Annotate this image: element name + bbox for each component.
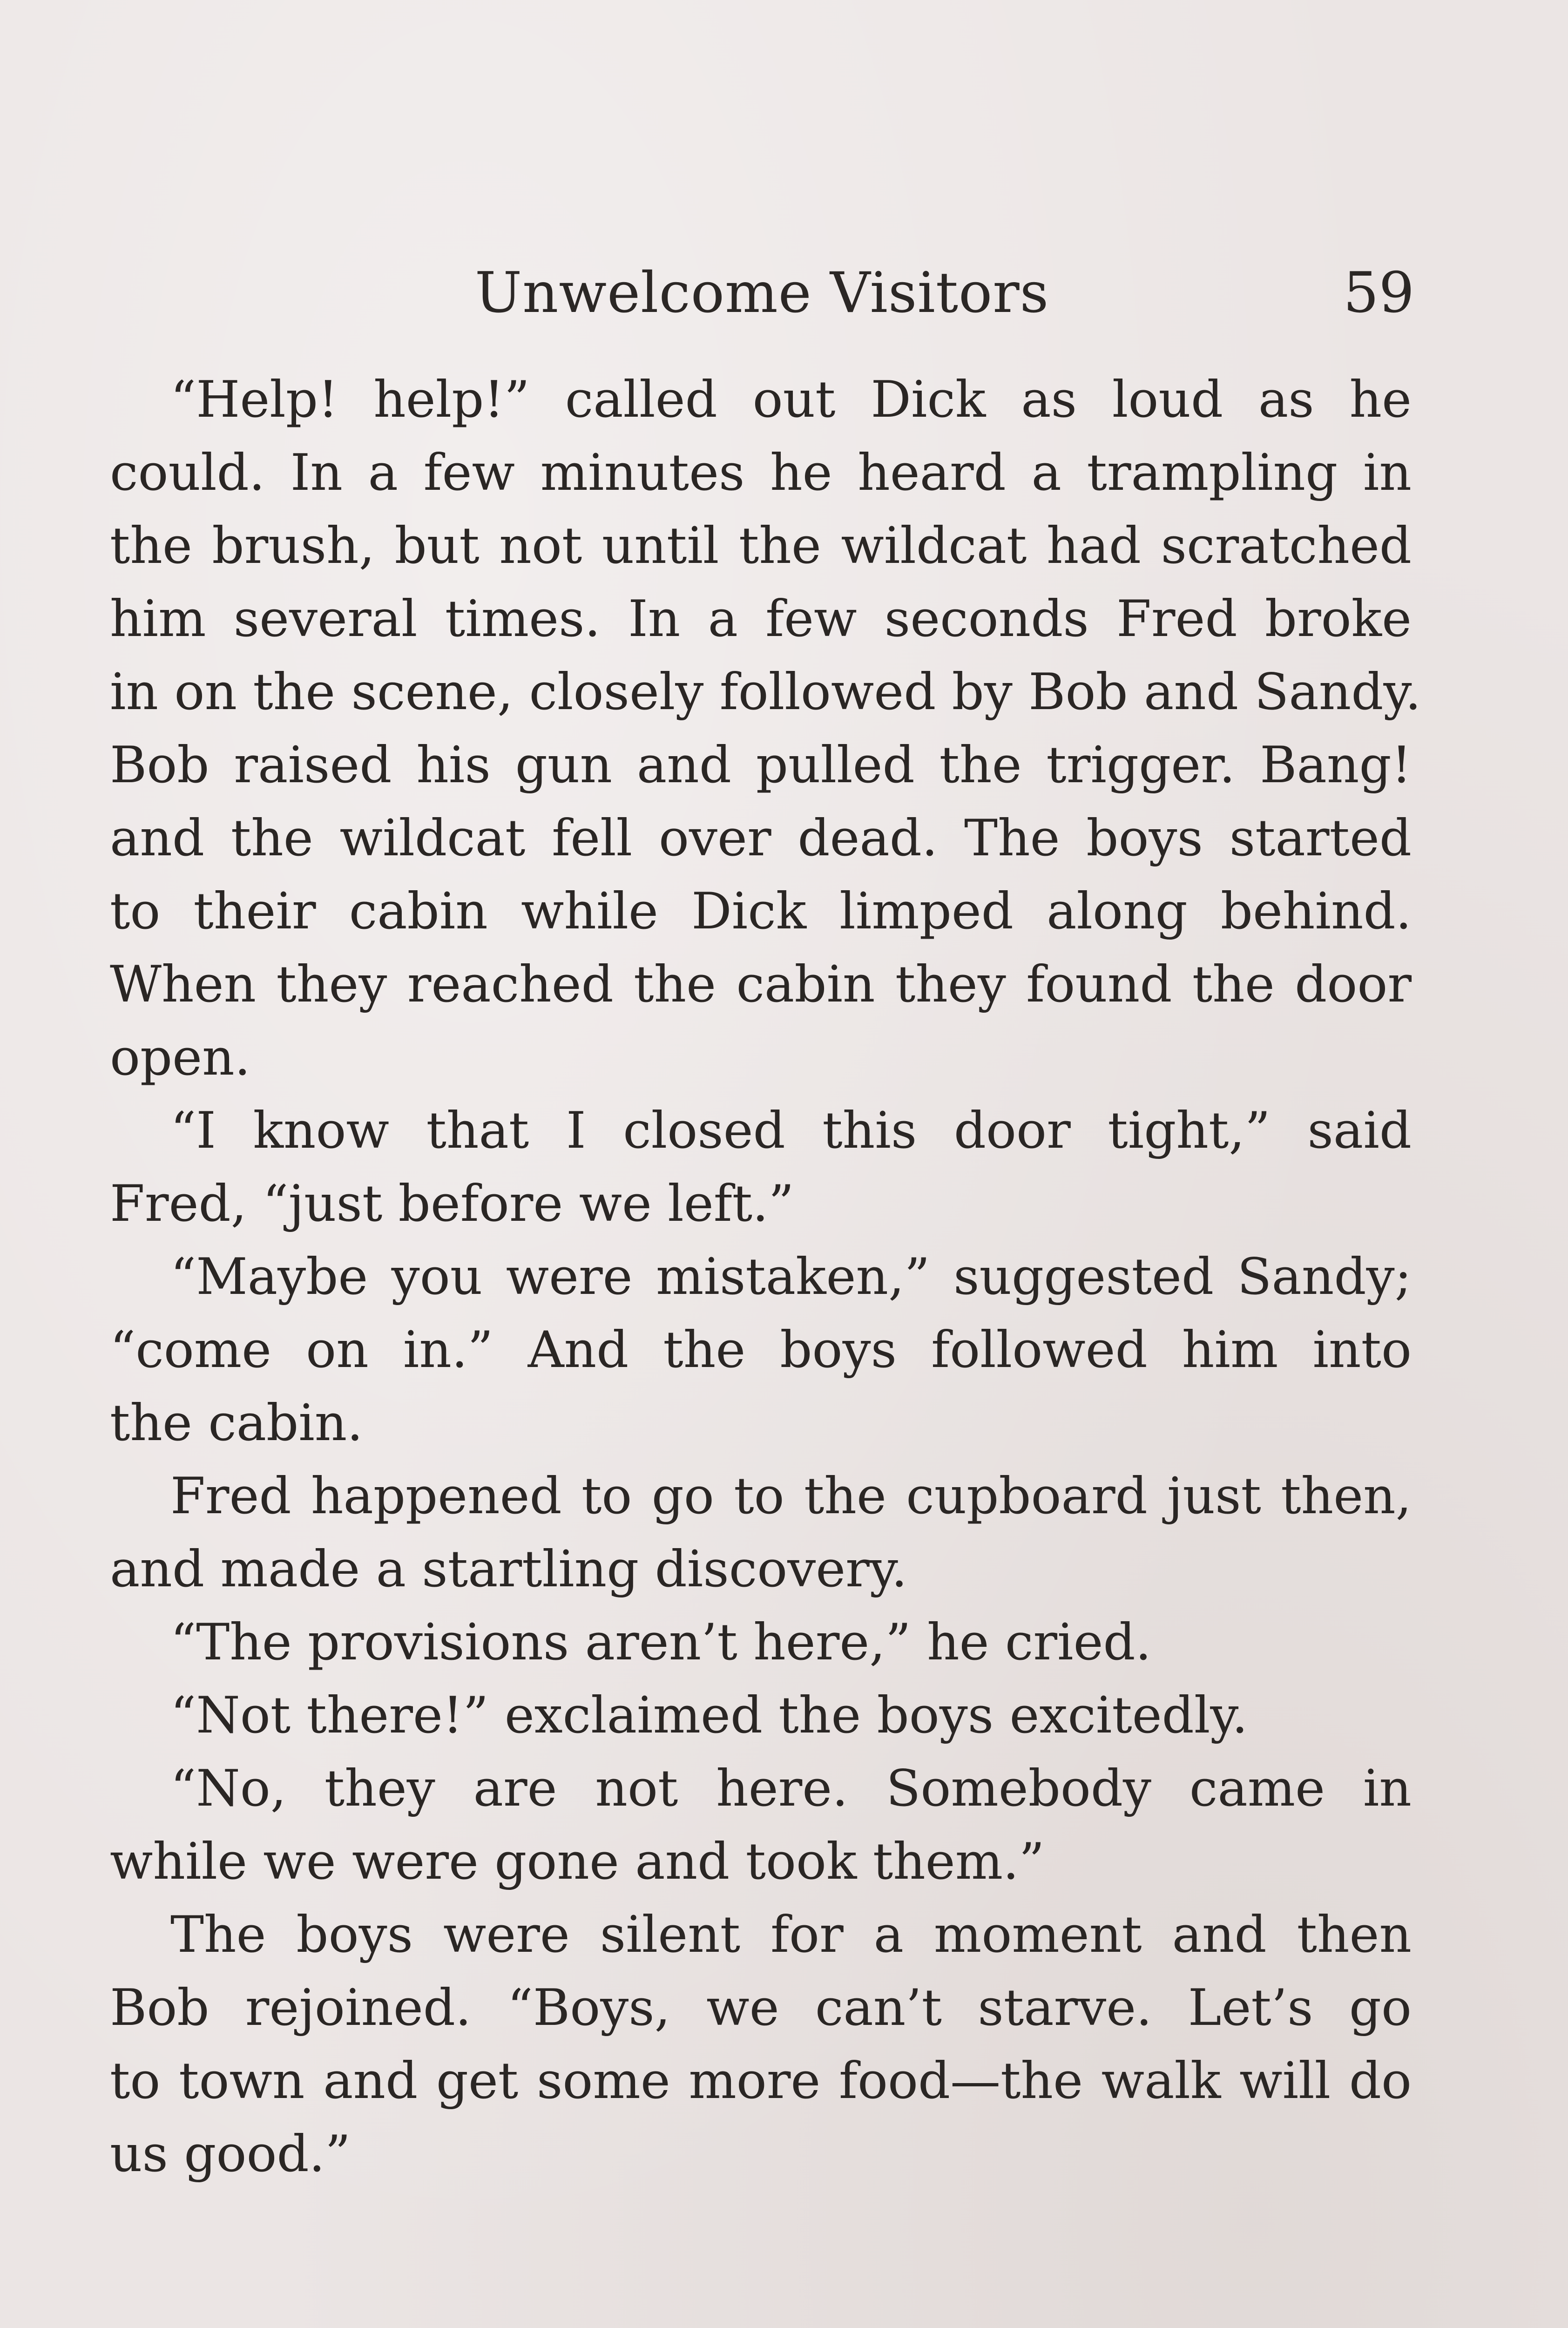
- text-line: could. In a few minutes he heard a trampling in: [110, 444, 1412, 502]
- text-line: the cabin.: [110, 1394, 363, 1452]
- text-line: us good.”: [110, 2125, 351, 2183]
- text-line: to town and get some more food—the walk will do: [110, 2052, 1412, 2110]
- text-line: “Maybe you were mistaken,” suggested Sandy;: [170, 1248, 1412, 1306]
- text-line: while we were gone and took them.”: [110, 1833, 1045, 1891]
- text-line: “Not there!” exclaimed the boys excitedly.: [170, 1686, 1248, 1745]
- text-line: “Help! help!” called out Dick as loud as he: [170, 371, 1412, 429]
- text-line: Fred, “just before we left.”: [110, 1175, 794, 1233]
- text-line: Fred happened to go to the cupboard just then,: [170, 1467, 1412, 1525]
- text-line: open.: [110, 1029, 250, 1087]
- text-line: and the wildcat fell over dead. The boys started: [110, 809, 1412, 867]
- text-line: “No, they are not here. Somebody came in: [170, 1760, 1412, 1818]
- text-line: “The provisions aren’t here,” he cried.: [170, 1613, 1151, 1672]
- page-number: 59: [1343, 261, 1414, 325]
- text-line: to their cabin while Dick limped along behind.: [110, 882, 1412, 941]
- text-line: The boys were silent for a moment and then: [170, 1906, 1412, 1964]
- text-line: Bob raised his gun and pulled the trigger. Bang!: [110, 736, 1412, 794]
- running-head-title: Unwelcome Visitors: [475, 261, 1049, 325]
- text-line: him several times. In a few seconds Fred broke: [110, 590, 1412, 648]
- text-line: When they reached the cabin they found the door: [110, 955, 1412, 1014]
- body-text: [110, 363, 1421, 2191]
- text-line: “I know that I closed this door tight,” said: [170, 1102, 1412, 1160]
- text-line: “come on in.” And the boys followed him into: [110, 1321, 1412, 1379]
- text-line: and made a startling discovery.: [110, 1540, 907, 1598]
- text-line: Bob rejoined. “Boys, we can’t starve. Let’s go: [110, 1979, 1412, 2037]
- text-line: the brush, but not until the wildcat had scratched: [110, 517, 1412, 575]
- text-line: in on the scene, closely followed by Bob and Sandy.: [110, 663, 1421, 721]
